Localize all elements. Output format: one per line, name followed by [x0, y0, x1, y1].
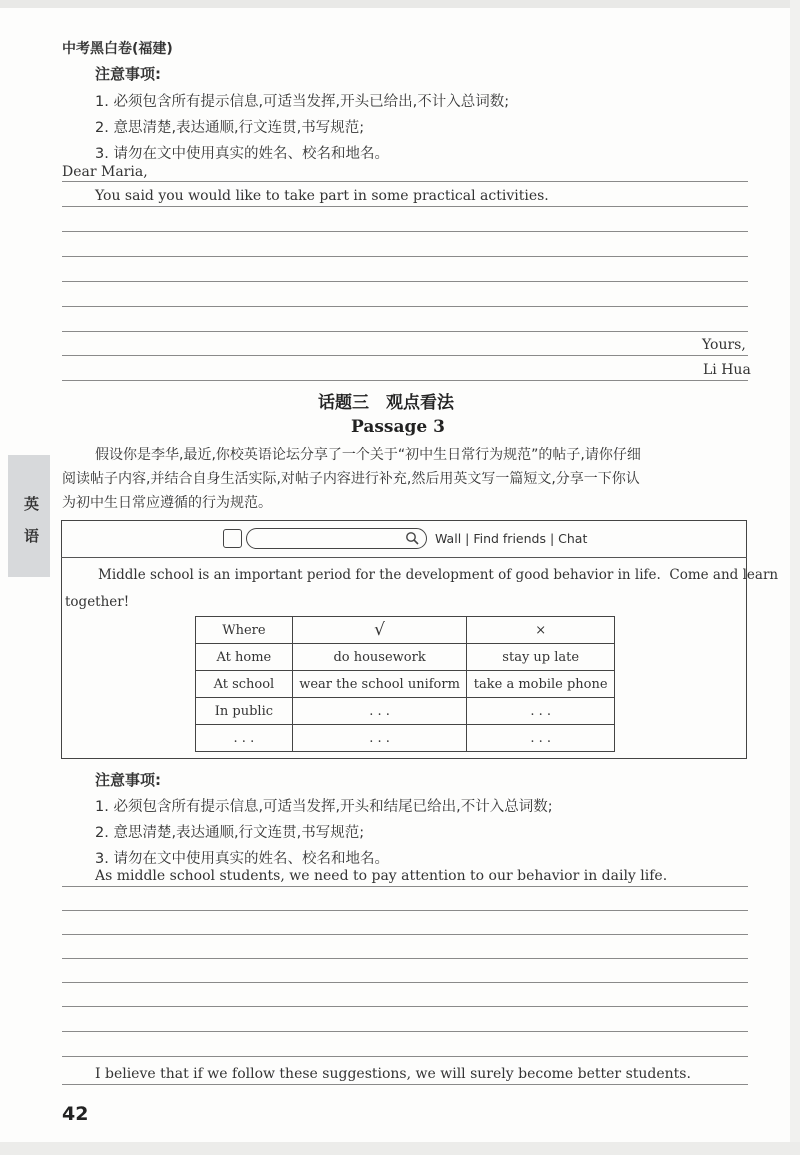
- opening-line: You said you would like to take part in some practical activities.: [95, 188, 549, 204]
- writing-line[interactable]: [62, 1056, 748, 1057]
- table-row: [196, 671, 615, 698]
- writing-line[interactable]: [62, 306, 748, 307]
- post-text: Middle school is an important period for the development of good behavior in life. Come and learn: [98, 567, 779, 583]
- signature: Li Hua: [703, 362, 751, 378]
- writing-line[interactable]: [62, 982, 748, 983]
- notes-title: 注意事项:: [95, 771, 161, 789]
- essay-closing-line: I believe that if we follow these suggestions, we will surely become better students.: [95, 1066, 691, 1082]
- bottom-border: [0, 1142, 800, 1155]
- writing-line[interactable]: [62, 281, 748, 282]
- table-row: [196, 698, 615, 725]
- writing-line[interactable]: [62, 1031, 748, 1032]
- post-text: together!: [65, 594, 130, 610]
- prompt-line: 阅读帖子内容,并结合自身生活实际,对帖子内容进行补充,然后用英文写一篇短文,分享一下你认: [62, 471, 640, 487]
- writing-line: [62, 181, 748, 182]
- top-border: [0, 0, 800, 8]
- search-input[interactable]: [246, 528, 427, 549]
- table-cell: . . .: [292, 698, 467, 725]
- table-cell: In public: [196, 698, 293, 725]
- writing-line[interactable]: [62, 256, 748, 257]
- note-item: 2. 意思清楚,表达通顺,行文连贯,书写规范;: [95, 120, 365, 136]
- book-title: 中考黑白卷(福建): [62, 41, 173, 57]
- note-item: 3. 请勿在文中使用真实的姓名、校名和地名。: [95, 851, 389, 867]
- table-cell: . . .: [196, 725, 293, 752]
- writing-line: [62, 355, 748, 356]
- writing-line: [62, 1084, 748, 1085]
- note-item: 2. 意思清楚,表达通顺,行文连贯,书写规范;: [95, 825, 365, 841]
- table-cell: wear the school uniform: [292, 671, 467, 698]
- table-cell: . . .: [467, 725, 615, 752]
- topic-title: 话题三 观点看法: [318, 393, 454, 413]
- table-row: [196, 644, 615, 671]
- writing-line: [62, 886, 748, 887]
- table-cell: stay up late: [467, 644, 615, 671]
- table-cell: At home: [196, 644, 293, 671]
- writing-line[interactable]: [62, 910, 748, 911]
- side-tab-char: 英: [24, 495, 40, 513]
- writing-line: [62, 206, 748, 207]
- table-cell: do housework: [292, 644, 467, 671]
- writing-line[interactable]: [62, 331, 748, 332]
- note-item: 1. 必须包含所有提示信息,可适当发挥,开头和结尾已给出,不计入总词数;: [95, 799, 553, 815]
- writing-line[interactable]: [62, 958, 748, 959]
- note-item: 3. 请勿在文中使用真实的姓名、校名和地名。: [95, 146, 389, 162]
- closing: Yours,: [702, 337, 746, 353]
- prompt-line: 假设你是李华,最近,你校英语论坛分享了一个关于“初中生日常行为规范”的帖子,请你仔细: [95, 447, 641, 463]
- table-header-row: [196, 617, 615, 644]
- forum-nav[interactable]: Wall | Find friends | Chat: [435, 531, 588, 546]
- post-checkbox[interactable]: [223, 529, 242, 548]
- writing-line[interactable]: [62, 231, 748, 232]
- passage-title: Passage 3: [351, 417, 445, 437]
- writing-line[interactable]: [62, 934, 748, 935]
- essay-opening-line: As middle school students, we need to pay attention to our behavior in daily life.: [95, 868, 668, 884]
- post-separator: [61, 557, 747, 558]
- table-cell: . . .: [292, 725, 467, 752]
- behavior-table: [195, 616, 615, 752]
- search-icon[interactable]: [405, 531, 420, 546]
- subject-side-tab: [8, 455, 50, 577]
- check-mark-header: √: [292, 617, 467, 644]
- right-border: [790, 0, 800, 1155]
- cross-mark-header: ×: [467, 617, 615, 644]
- table-cell: At school: [196, 671, 293, 698]
- table-header: Where: [196, 617, 293, 644]
- prompt-line: 为初中生日常应遵循的行为规范。: [62, 495, 272, 511]
- table-cell: take a mobile phone: [467, 671, 615, 698]
- salutation: Dear Maria,: [62, 164, 148, 180]
- writing-line[interactable]: [62, 1006, 748, 1007]
- side-tab-char: 语: [24, 527, 40, 545]
- table-cell: . . .: [467, 698, 615, 725]
- page-number: 42: [62, 1103, 89, 1125]
- writing-line: [62, 380, 748, 381]
- table-row: [196, 725, 615, 752]
- note-item: 1. 必须包含所有提示信息,可适当发挥,开头已给出,不计入总词数;: [95, 94, 510, 110]
- notes-title: 注意事项:: [95, 65, 161, 83]
